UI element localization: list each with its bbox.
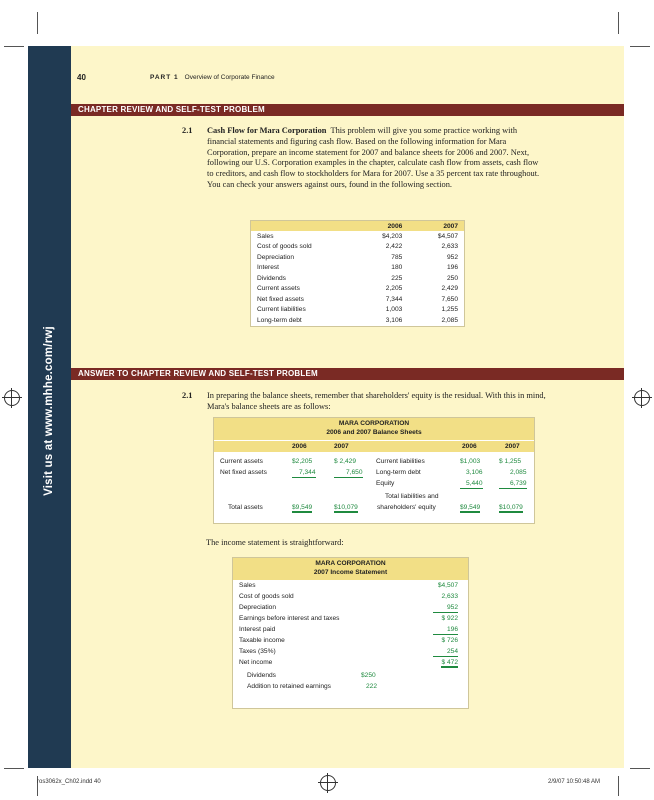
part-title: Overview of Corporate Finance [184, 74, 275, 81]
income-statement-title [233, 558, 468, 580]
cell-value: 2,633 [441, 243, 458, 251]
cell-value: 952 [433, 604, 458, 613]
registration-mark-icon [4, 390, 20, 406]
company-name: MARA CORPORATION [315, 560, 386, 567]
row-label: Cost of goods sold [239, 593, 294, 600]
cell-value: 254 [433, 648, 458, 657]
cell-value: $4,203 [382, 232, 403, 240]
table-row [251, 242, 465, 253]
row-label: Addition to retained earnings [247, 683, 331, 690]
cell-value: $ 1,255 [499, 458, 521, 465]
row-label: Net income [239, 659, 273, 666]
cell-value: 2,085 [510, 469, 527, 476]
crop-mark [618, 776, 619, 796]
review-heading-bar [71, 104, 624, 116]
review-heading: CHAPTER REVIEW AND SELF-TEST PROBLEM [78, 105, 265, 114]
cell-value: $ 922 [441, 615, 458, 622]
table-row [251, 231, 465, 242]
cell-value: 2,205 [385, 285, 403, 293]
row-label: Sales [239, 582, 256, 589]
row-label: Current assets [257, 285, 300, 293]
cell-value: $4,507 [437, 582, 458, 589]
table-row [251, 263, 465, 274]
crop-mark [630, 768, 650, 769]
col-header-2007: 2007 [334, 443, 349, 450]
crop-mark [618, 12, 619, 34]
col-header-2006: 2006 [462, 443, 477, 450]
part-label: PART 1 [150, 74, 179, 81]
col-header-2007: 2007 [505, 443, 520, 450]
cell-value: $9,549 [460, 504, 481, 511]
answer-heading-bar [71, 368, 624, 380]
cell-value: 196 [433, 626, 458, 635]
row-label: Taxable income [239, 637, 285, 644]
table-row [251, 305, 465, 316]
cell-value: 952 [446, 253, 458, 261]
cell-value: 7,650 [441, 295, 458, 303]
row-label: Current liabilities [376, 458, 425, 465]
sidebar [28, 46, 71, 768]
cell-value: 1,003 [385, 306, 403, 314]
balance-sheet-header-row [214, 440, 534, 452]
row-label: Cost of goods sold [257, 243, 312, 251]
cell-value: 196 [446, 264, 458, 272]
cell-value: 3,106 [385, 316, 403, 324]
row-label: Earnings before interest and taxes [239, 615, 340, 622]
row-label: shareholders' equity [377, 504, 436, 511]
cell-value: 180 [391, 264, 403, 272]
row-label: Net fixed assets [257, 295, 304, 303]
cell-value: 7,344 [385, 295, 403, 303]
row-label: Equity [376, 480, 395, 487]
income-intro: The income statement is straightforward: [206, 538, 344, 547]
table-row [251, 284, 465, 295]
row-label: Sales [257, 232, 274, 240]
row-label: Dividends [257, 274, 286, 282]
table-row [251, 273, 465, 284]
year-header: 2007 [408, 221, 464, 232]
answer-heading: ANSWER TO CHAPTER REVIEW AND SELF-TEST PROBLEM [78, 369, 318, 378]
cell-value: $ 2,429 [334, 458, 356, 465]
crop-mark [4, 46, 24, 47]
row-label: Total liabilities and [385, 493, 439, 500]
cell-value: 2,429 [441, 285, 458, 293]
cell-value: 7,344 [292, 469, 316, 478]
cell-value: $250 [361, 672, 376, 679]
registration-mark-icon [320, 775, 336, 791]
running-header [150, 74, 275, 81]
registration-mark-icon [634, 390, 650, 406]
income-statement-table [232, 557, 469, 709]
balance-sheet-title [214, 418, 534, 440]
review-problem [182, 126, 542, 191]
crop-mark [37, 12, 38, 34]
crop-mark [630, 46, 650, 47]
row-label: Long-term debt [376, 469, 421, 476]
table-row [251, 294, 465, 305]
cell-value: 6,739 [499, 480, 527, 489]
statement-name: 2007 Income Statement [313, 569, 388, 576]
cell-value: 7,650 [334, 469, 363, 478]
problem-title: Cash Flow for Mara Corporation [207, 126, 327, 135]
row-label: Interest [257, 264, 279, 272]
cell-value: 1,255 [441, 306, 458, 314]
page-number: 40 [77, 73, 86, 82]
answer-number: 2.1 [182, 391, 193, 400]
crop-mark [4, 768, 24, 769]
cell-value: 2,422 [385, 243, 403, 251]
row-label: Taxes (35%) [239, 648, 276, 655]
footer-date: 2/9/07 10:50:48 AM [548, 779, 601, 785]
row-label: Depreciation [239, 604, 277, 611]
statement-name: 2006 and 2007 Balance Sheets [326, 429, 422, 436]
row-label: Total assets [228, 504, 263, 511]
row-label: Depreciation [257, 253, 295, 261]
sidebar-url-text: Visit us at www.mhhe.com/rwj [43, 326, 55, 496]
problem-number: 2.1 [182, 126, 193, 135]
balance-sheet-table [213, 417, 535, 524]
table-row [251, 315, 465, 326]
cell-value: $2,205 [292, 458, 313, 465]
footer-file: ros3062x_Ch02.indd 40 [37, 779, 101, 785]
row-label: Current assets [220, 458, 263, 465]
cell-value: 3,106 [466, 469, 483, 476]
cell-value: 2,633 [441, 593, 458, 600]
cell-value: 250 [446, 274, 458, 282]
year-header: 2006 [353, 221, 408, 232]
table-row [251, 252, 465, 263]
answer-text: In preparing the balance sheets, remember that shareholders' equity is the residual. With this in mind, Mara's balance sheets are as follows: [207, 391, 546, 411]
cell-value: $1,003 [460, 458, 481, 465]
cell-value: 2,085 [441, 316, 458, 324]
cell-value: 785 [391, 253, 403, 261]
row-label: Net fixed assets [220, 469, 267, 476]
company-name: MARA CORPORATION [338, 420, 410, 427]
cell-value: 222 [366, 683, 378, 690]
given-data-table [250, 220, 465, 327]
problem-text: This problem will give you some practice working with financial statements and figuring cash flow. Based on the following information for Mara Corporation, prepare an income statement for 2007 and balance sheets for 2006 and 2007. Next, following our U.S. Corporation examples in the chapter, calculate cash flow from assets, cash flow to creditors, and cash flow to stockholders for Mara for 2007. Use a 35 percent tax rate throughout. You can check your answers against ours, found in the following section. [207, 126, 540, 189]
cell-value: $10,079 [499, 504, 523, 511]
cell-value: 5,440 [460, 480, 483, 489]
cell-value: 225 [391, 274, 403, 282]
cell-value: $9,549 [292, 504, 313, 511]
col-header-2006: 2006 [292, 443, 307, 450]
cell-value: $ 472 [441, 659, 458, 666]
row-label: Interest paid [239, 626, 276, 633]
row-label: Dividends [247, 672, 276, 679]
answer-section [182, 391, 562, 413]
row-label: Long-term debt [257, 316, 302, 324]
cell-value: $4,507 [437, 232, 458, 240]
row-label: Current liabilities [257, 306, 306, 314]
cell-value: $ 726 [441, 637, 458, 644]
cell-value: $10,079 [334, 504, 358, 511]
